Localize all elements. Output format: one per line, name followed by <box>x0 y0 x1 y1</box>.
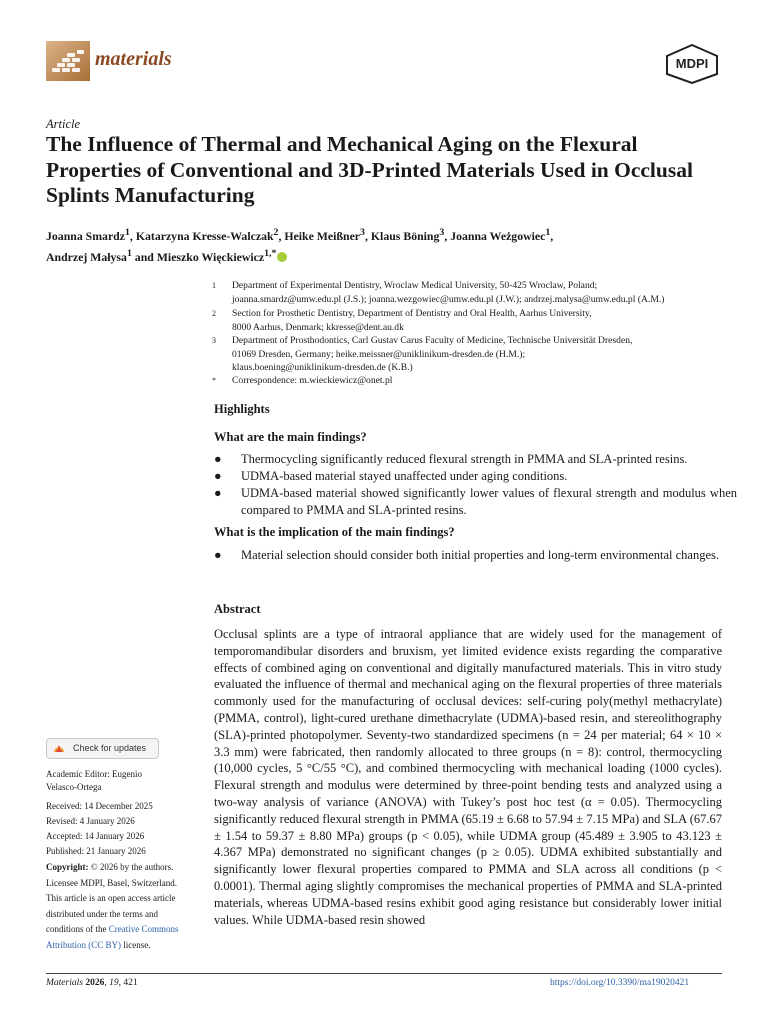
abstract-heading: Abstract <box>214 602 261 616</box>
list-item-text: Material selection should consider both initial properties and long-term environmental changes. <box>241 548 719 562</box>
copyright-line: This article is an open access article <box>46 893 176 903</box>
affiliation-mark: 3 <box>212 336 216 345</box>
author-separator: and <box>131 249 157 264</box>
copyright-label: Copyright: <box>46 862 89 872</box>
check-updates-icon <box>53 743 65 755</box>
author-affiliation-mark: 1 <box>124 227 130 238</box>
editor-line: Academic Editor: Eugenio <box>46 769 142 779</box>
author-name[interactable]: Katarzyna Kresse-Walczak <box>135 228 274 243</box>
check-updates-label: Check for updates <box>73 743 147 753</box>
journal-name: materials <box>95 48 172 70</box>
copyright-line: Licensee MDPI, Basel, Switzerland. <box>46 877 177 888</box>
license-link[interactable]: Creative Commons <box>108 924 179 934</box>
published-date: Published: 21 January 2026 <box>46 846 146 856</box>
copyright-line: conditions of the <box>46 924 107 934</box>
affiliation-line: joanna.smardz@umw.edu.pl (J.S.); joanna.wezgowiec@umw.edu.pl (J.W.); andrzej.malysa@umw.edu.pl (A.M.) <box>232 294 665 305</box>
license-link[interactable]: Attribution (CC BY) <box>46 939 122 950</box>
footer-article: , 421 <box>118 978 138 988</box>
author-affiliation-mark: 1,* <box>264 247 277 259</box>
publication-dates <box>46 800 206 858</box>
affiliation-line: Correspondence: m.wieckiewicz@onet.pl <box>232 375 393 386</box>
license-tail: license. <box>121 939 151 950</box>
author-affiliation-mark: 2 <box>273 227 279 238</box>
footer-divider <box>46 973 722 974</box>
copyright-line: distributed under the terms and <box>46 908 158 919</box>
author-name[interactable]: Mieszko Więckiewicz <box>156 249 265 264</box>
affiliation-line: Department of Prosthodontics, Carl Gustav Carus Faculty of Medicine, Technische Universität Dresden, <box>232 335 633 346</box>
author-name[interactable]: Joanna Smardz <box>46 228 125 243</box>
check-for-updates-button[interactable] <box>46 738 159 759</box>
bullet-icon: ● <box>214 452 222 466</box>
affiliation-line: klaus.boening@uniklinikum-dresden.de (K.B.) <box>232 362 413 373</box>
author-affiliation-mark: 1 <box>126 247 132 259</box>
author-name[interactable]: Joanna Weżgowiec <box>450 228 546 243</box>
received-date: Received: 14 December 2025 <box>46 801 153 811</box>
author-separator: , <box>129 228 136 243</box>
list-item <box>214 547 738 581</box>
citation: Materials 2026, 19, 421 <box>46 978 138 988</box>
affiliation-line: 01069 Dresden, Germany; heike.meissner@uniklinikum-dresden.de (H.M.); <box>232 349 526 360</box>
author-separator: , <box>278 228 285 243</box>
author-name[interactable]: Heike Meißner <box>284 228 361 243</box>
bullet-icon: ● <box>214 469 222 483</box>
revised-date: Revised: 4 January 2026 <box>46 816 135 826</box>
list-item-text: UDMA-based material showed significantly lower values of flexural strength and modulus when compared to PMMA and SLA-printed resins. <box>241 486 737 517</box>
author-name[interactable]: Klaus Böning <box>370 228 440 243</box>
doi-link[interactable]: https://doi.org/10.3390/ma19020421 <box>550 978 690 988</box>
affiliation-mark: 2 <box>212 309 216 318</box>
list-item <box>214 451 738 468</box>
list-item-text: Thermocycling significantly reduced flexural strength in PMMA and SLA-printed resins. <box>241 452 688 466</box>
accepted-date: Accepted: 14 January 2026 <box>46 831 145 841</box>
materials-logo-icon <box>46 41 90 81</box>
author-separator: , <box>550 228 554 243</box>
author-affiliation-mark: 1 <box>545 227 551 238</box>
footer-volume: 19 <box>109 978 119 988</box>
affiliation-mark: 1 <box>212 281 216 290</box>
footer-year: 2026 <box>85 978 105 988</box>
author-separator: , <box>364 228 371 243</box>
bullet-icon: ● <box>214 486 222 500</box>
affiliation-line: 8000 Aarhus, Denmark; kkresse@dent.au.dk <box>232 322 404 333</box>
affiliation-line: Section for Prosthetic Dentistry, Department of Dentistry and Oral Health, Aarhus University, <box>232 308 592 319</box>
article-type: Article <box>46 117 81 131</box>
implication-question: What is the implication of the main findings? <box>214 525 455 539</box>
affiliation-mark: * <box>212 376 216 385</box>
highlights-heading: Highlights <box>214 402 270 416</box>
findings-question: What are the main findings? <box>214 430 367 444</box>
academic-editor <box>46 768 206 794</box>
orcid-icon[interactable] <box>277 252 287 262</box>
list-item <box>214 485 738 519</box>
abstract-text: Occlusal splints are a type of intraoral appliance that are widely used for the management of temporomandibular disorders and bruxism, yet limited evidence exists regarding the comparative effects of combined aging on conventional and digitally manufactured materials. This in vitro study evaluated the influence of thermal and mechanical aging on the flexural properties of three materials commonly used for the manufacturing of occlusal devices: self-curing poly(methyl methacrylate) (PMMA, control), light-cured urethane dimethacrylate (UDMA)-based resin, and stereolithography (SLA)-printed photopolymer. Seventy-two standardized specimens (n = 24 per material; 64 × 10 × 3.3 mm) were fabricated, then randomly allocated to three groups (n = 8): control, thermocycling (10,000 cycles, 5 °C/55 °C), and combined thermocycling with mechanical loading (1000 cycles). Flexural strength and modulus were determined by three-point bending tests and analyzed using a two-way analysis of variance (ANOVA) with Tukey’s post hoc test (α = 0.05). Thermocycling significantly reduced flexural strength in PMMA (65.19 ± 6.68 to 57.94 ± 7.15 MPa) and SLA (67.67 ± 1.54 to 59.37 ± 8.80 MPa) groups (p < 0.05), while UDMA group (45.489 ± 3.905 to 43.123 ± 4.367 MPa) demonstrated no significant changes (p ≥ 0.05). UDMA exhibited substantially and significantly lower flexural properties compared to PMMA and SLA across all conditions (p < 0.0001). Thermal aging slightly compromises the mechanical properties of PMMA and SLA-printed materials, whereas UDMA-based resins exhibit good aging resistance but considerably lower initial values. While UDMA-based resin showed <box>214 627 722 927</box>
bullet-icon: ● <box>214 548 222 562</box>
author-name[interactable]: Andrzej Małysa <box>46 249 127 264</box>
list-item <box>214 468 738 485</box>
author-affiliation-mark: 3 <box>439 227 445 238</box>
copyright-line: © 2026 by the authors. <box>90 862 174 872</box>
footer-journal: Materials <box>46 978 83 988</box>
author-separator: , <box>444 228 451 243</box>
author-affiliation-mark: 3 <box>360 227 365 238</box>
editor-line: Velasco-Ortega <box>46 782 102 792</box>
list-item-text: UDMA-based material stayed unaffected under aging conditions. <box>241 469 568 483</box>
affiliation-line: Department of Experimental Dentistry, Wroclaw Medical University, 50-425 Wroclaw, Poland; <box>232 280 598 291</box>
author-list <box>46 224 736 266</box>
mdpi-logo-text: MDPI <box>675 56 709 71</box>
article-title: The Influence of Thermal and Mechanical Aging on the Flexural Properties of Conventional and 3D-Printed Materials Used in Occlusal Splints Manufacturing <box>46 132 693 207</box>
copyright-notice <box>46 860 206 953</box>
